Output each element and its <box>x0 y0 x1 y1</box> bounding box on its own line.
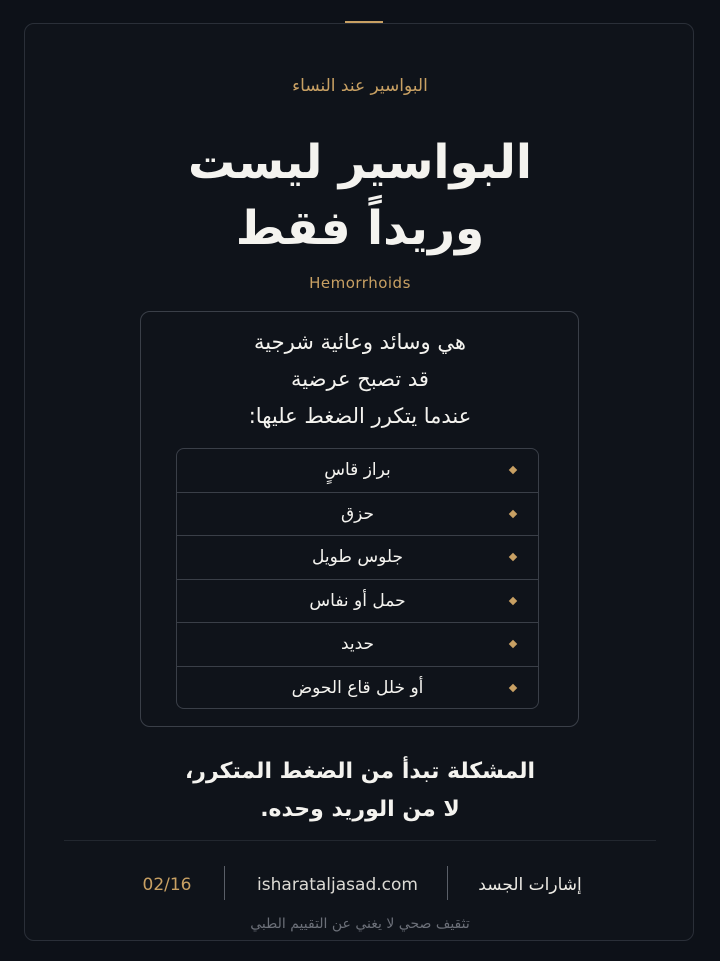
conclusion-line-1: المشكلة تبدأ من الضغط المتكرر، <box>184 759 536 784</box>
title-line-2: وريداً فقط <box>235 201 485 256</box>
conclusion-line-2: لا من الوريد وحده. <box>260 797 460 822</box>
page-counter: 02/16 <box>142 875 192 895</box>
list-item <box>177 536 538 580</box>
intro-line-1: هي وسائد وعائية شرجية <box>254 330 466 354</box>
list-item <box>177 623 538 667</box>
disclaimer-text: تثقيف صحي لا يغني عن التقييم الطبي <box>250 916 470 932</box>
kicker-label: البواسير عند النساء <box>292 76 428 96</box>
list-item-label: أو خلل قاع الحوض <box>291 677 424 698</box>
conclusion-text <box>0 753 720 829</box>
brand-name: إشارات الجسد <box>478 875 582 895</box>
page-title <box>0 130 720 262</box>
title-line-1: البواسير ليست <box>188 135 532 190</box>
list-item-label: حمل أو نفاس <box>309 590 406 611</box>
list-item-label: جلوس طويل <box>312 547 403 567</box>
footer-divider <box>64 840 656 841</box>
intro-line-3: عندما يتكرر الضغط عليها: <box>248 404 472 428</box>
list-item-label: حديد <box>340 634 375 654</box>
definition-text <box>0 324 720 435</box>
list-item <box>177 449 538 493</box>
list-item <box>177 493 538 537</box>
list-item <box>177 667 538 710</box>
causes-list <box>176 448 539 709</box>
footer-separator <box>224 866 225 900</box>
footer-separator <box>447 866 448 900</box>
english-subtitle: Hemorrhoids <box>309 274 411 292</box>
list-item-label: حزق <box>340 503 375 524</box>
intro-line-2: قد تصبح عرضية <box>291 367 429 391</box>
website-link[interactable]: isharataljasad.com <box>257 875 418 895</box>
list-item <box>177 580 538 624</box>
list-item-label: براز قاسٍ <box>324 460 391 480</box>
